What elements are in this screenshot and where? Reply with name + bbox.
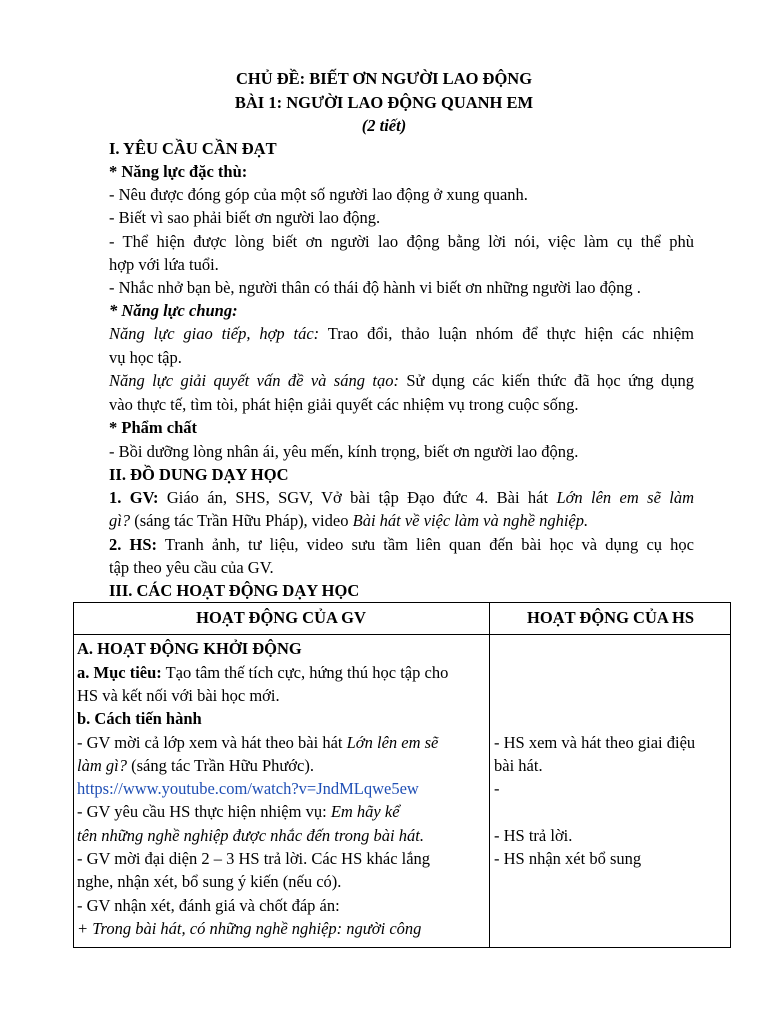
specific-item: - Thể hiện được lòng biết ơn người lao động bằng lời nói, việc làm cụ thể phù xyxy=(109,232,694,251)
gv-step-1-cont xyxy=(77,754,314,777)
hs-text: Tranh ảnh, tư liệu, video sưu tầm liên quan đến bài học và dụng cụ học xyxy=(157,535,694,554)
specific-item: - Nhắc nhở bạn bè, người thân có thái độ hành vi biết ơn những người lao động . xyxy=(109,278,641,297)
gv-step-4-answer: + Trong bài hát, có những nghề nghiệp: người công xyxy=(77,919,422,938)
hs-step-1: - HS xem và hát theo giai điệu xyxy=(494,733,696,752)
hs-label: 2. HS: xyxy=(109,535,158,554)
method-title: b. Cách tiến hành xyxy=(77,709,202,728)
table-header-hs: HOẠT ĐỘNG CỦA HS xyxy=(526,608,694,627)
general-item-2-text: Sử dụng các kiến thức đã học ứng dụng xyxy=(398,371,694,390)
general-item-2-label: Năng lực giải quyết vấn đề và sáng tạo: xyxy=(109,371,399,390)
gv-materials xyxy=(109,486,694,509)
quality-title: * Phẩm chất xyxy=(109,418,197,437)
gv-step-3: - GV mời đại diện 2 – 3 HS trả lời. Các HS khác lắng xyxy=(77,849,431,868)
section2-title: II. ĐỒ DUNG DẠY HỌC xyxy=(109,465,289,484)
table-header-divider xyxy=(73,634,731,635)
gv-step-4: - GV nhận xét, đánh giá và chốt đáp án: xyxy=(77,896,340,915)
specific-item-cont: hợp với lứa tuổi. xyxy=(109,255,219,274)
activity-a-title: A. HOẠT ĐỘNG KHỞI ĐỘNG xyxy=(77,639,302,658)
hs-step-2: - HS trả lời. xyxy=(494,826,573,845)
gv-step-1 xyxy=(77,731,438,754)
gv-step-1-text: - GV mời cả lớp xem và hát theo bài hát xyxy=(77,733,347,752)
section3-title: III. CÁC HOẠT ĐỘNG DẠY HỌC xyxy=(109,581,360,600)
gv-step-1-song-cont: làm gì? xyxy=(77,756,127,775)
general-item-1-text: Trao đổi, thảo luận nhóm để thực hiện các nhiệm xyxy=(319,324,694,343)
goal-line-cont: HS và kết nối với bài học mới. xyxy=(77,686,280,705)
gv-step-2-cont: tên những nghề nghiệp được nhắc đến trong bài hát. xyxy=(77,826,424,845)
gv-step-2 xyxy=(77,800,400,823)
goal-line xyxy=(77,661,448,684)
hs-step-3: - HS nhận xét bổ sung xyxy=(494,849,642,868)
goal-label: a. Mục tiêu: xyxy=(77,663,162,682)
table-header-gv: HOẠT ĐỘNG CỦA GV xyxy=(196,608,366,627)
gv-step-1-author: (sáng tác Trần Hữu Phước). xyxy=(126,756,314,775)
gv-song: Lớn lên em sẽ làm xyxy=(556,488,694,507)
specific-competence-title: * Năng lực đặc thù: xyxy=(109,162,248,181)
general-item-1-cont: vụ học tập. xyxy=(109,348,182,367)
gv-step-3-cont: nghe, nhận xét, bổ sung ý kiến (nếu có). xyxy=(77,872,342,891)
gv-text-cont: (sáng tác Trần Hữu Pháp), video xyxy=(130,511,353,530)
general-item-1-label: Năng lực giao tiếp, hợp tác: xyxy=(109,324,320,343)
gv-step-1-song: Lớn lên em sẽ xyxy=(346,733,439,752)
general-item-2 xyxy=(109,369,694,392)
youtube-link[interactable]: https://www.youtube.com/watch?v=JndMLqwe5ew xyxy=(77,779,419,798)
general-item-1 xyxy=(109,322,694,345)
general-competence-title: * Năng lực chung: xyxy=(109,301,238,320)
hs-materials xyxy=(109,533,694,556)
quality-item: - Bồi dưỡng lòng nhân ái, yêu mến, kính trọng, biết ơn người lao động. xyxy=(109,442,579,461)
periods-note: (2 tiết) xyxy=(361,116,407,135)
gv-materials-cont xyxy=(109,509,588,532)
goal-text: Tạo tâm thế tích cực, hứng thú học tập cho xyxy=(161,663,449,682)
section1-title: I. YÊU CẦU CẦN ĐẠT xyxy=(109,139,277,158)
table-column-divider xyxy=(489,602,490,948)
gv-song-cont: gì? xyxy=(109,511,131,530)
specific-item: - Nêu được đóng góp của một số người lao động ở xung quanh. xyxy=(109,185,528,204)
lesson-title: BÀI 1: NGƯỜI LAO ĐỘNG QUANH EM xyxy=(234,93,534,112)
hs-step-dash: - xyxy=(494,779,500,798)
hs-step-1-cont: bài hát. xyxy=(494,756,543,775)
hs-materials-cont: tập theo yêu cầu của GV. xyxy=(109,558,274,577)
topic-title: CHỦ ĐỀ: BIẾT ƠN NGƯỜI LAO ĐỘNG xyxy=(235,69,533,88)
specific-item: - Biết vì sao phải biết ơn người lao động. xyxy=(109,208,381,227)
gv-label: 1. GV: xyxy=(109,488,159,507)
gv-text: Giáo án, SHS, SGV, Vở bài tập Đạo đức 4. Bài hát xyxy=(158,488,557,507)
gv-step-2-task: Em hãy kể xyxy=(330,802,400,821)
gv-step-2-text: - GV yêu cầu HS thực hiện nhiệm vụ: xyxy=(77,802,331,821)
general-item-2-cont: vào thực tế, tìm tòi, phát hiện giải quyết các nhiệm vụ trong cuộc sống. xyxy=(109,395,579,414)
gv-video: Bài hát về việc làm và nghề nghiệp. xyxy=(352,511,589,530)
